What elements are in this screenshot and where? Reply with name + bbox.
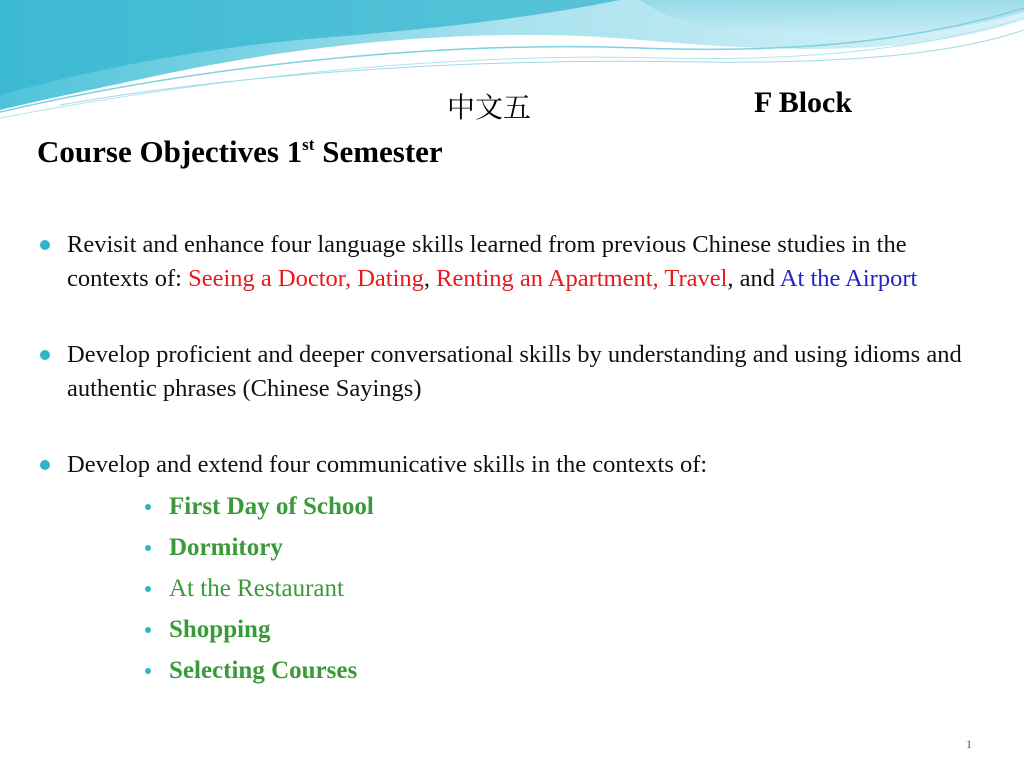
sub-bullet-icon	[145, 586, 151, 592]
chinese-course-title: 中文五	[447, 91, 532, 124]
sublist-item-label: At the Restaurant	[169, 575, 344, 602]
comma-separator: ,	[423, 265, 437, 292]
sublist-item-label: First Day of School	[169, 493, 374, 520]
page-number: 1	[966, 737, 972, 751]
sublist-item	[36, 568, 986, 609]
sublist-item	[36, 609, 986, 650]
objective-item-1	[36, 228, 986, 296]
sub-bullet-icon	[145, 504, 151, 510]
objective-3-text: Develop and extend four communicative skills in the contexts of:	[67, 451, 708, 478]
header-line	[447, 86, 1007, 126]
sub-bullet-icon	[145, 627, 151, 633]
title-superscript: st	[302, 135, 315, 154]
block-label: F Block	[754, 86, 853, 119]
sublist-item-label: Selecting Courses	[169, 657, 358, 684]
title-rest: Semester	[314, 134, 443, 169]
objective-item-3	[36, 448, 986, 482]
context-at-airport: At the Airport	[779, 265, 918, 292]
sublist-item	[36, 527, 986, 568]
sublist-item-label: Dormitory	[169, 534, 283, 561]
sublist-item	[36, 650, 986, 691]
context-renting-travel: Renting an Apartment, Travel	[436, 265, 728, 292]
bullet-icon	[40, 460, 50, 470]
bullet-icon	[40, 350, 50, 360]
sublist-item-label: Shopping	[169, 616, 271, 643]
context-seeing-doctor-dating: Seeing a Doctor, Dating	[188, 265, 424, 292]
sub-bullet-icon	[145, 668, 151, 674]
objective-1-text: Revisit and enhance four language skills learned from previous Chinese studies in the contexts of:	[67, 231, 907, 292]
objective-2-text: Develop proficient and deeper conversational skills by understanding and using idioms and authentic phrases (Chinese Sayings)	[67, 341, 962, 402]
objective-item-2	[36, 338, 986, 406]
and-separator: , and	[727, 265, 780, 292]
sub-bullet-icon	[145, 545, 151, 551]
bullet-icon	[40, 240, 50, 250]
context-sublist	[36, 486, 986, 691]
sublist-item	[36, 486, 986, 527]
objectives-list	[36, 228, 986, 691]
title-main: Course Objectives 1	[37, 134, 303, 169]
slide-title	[37, 134, 443, 170]
